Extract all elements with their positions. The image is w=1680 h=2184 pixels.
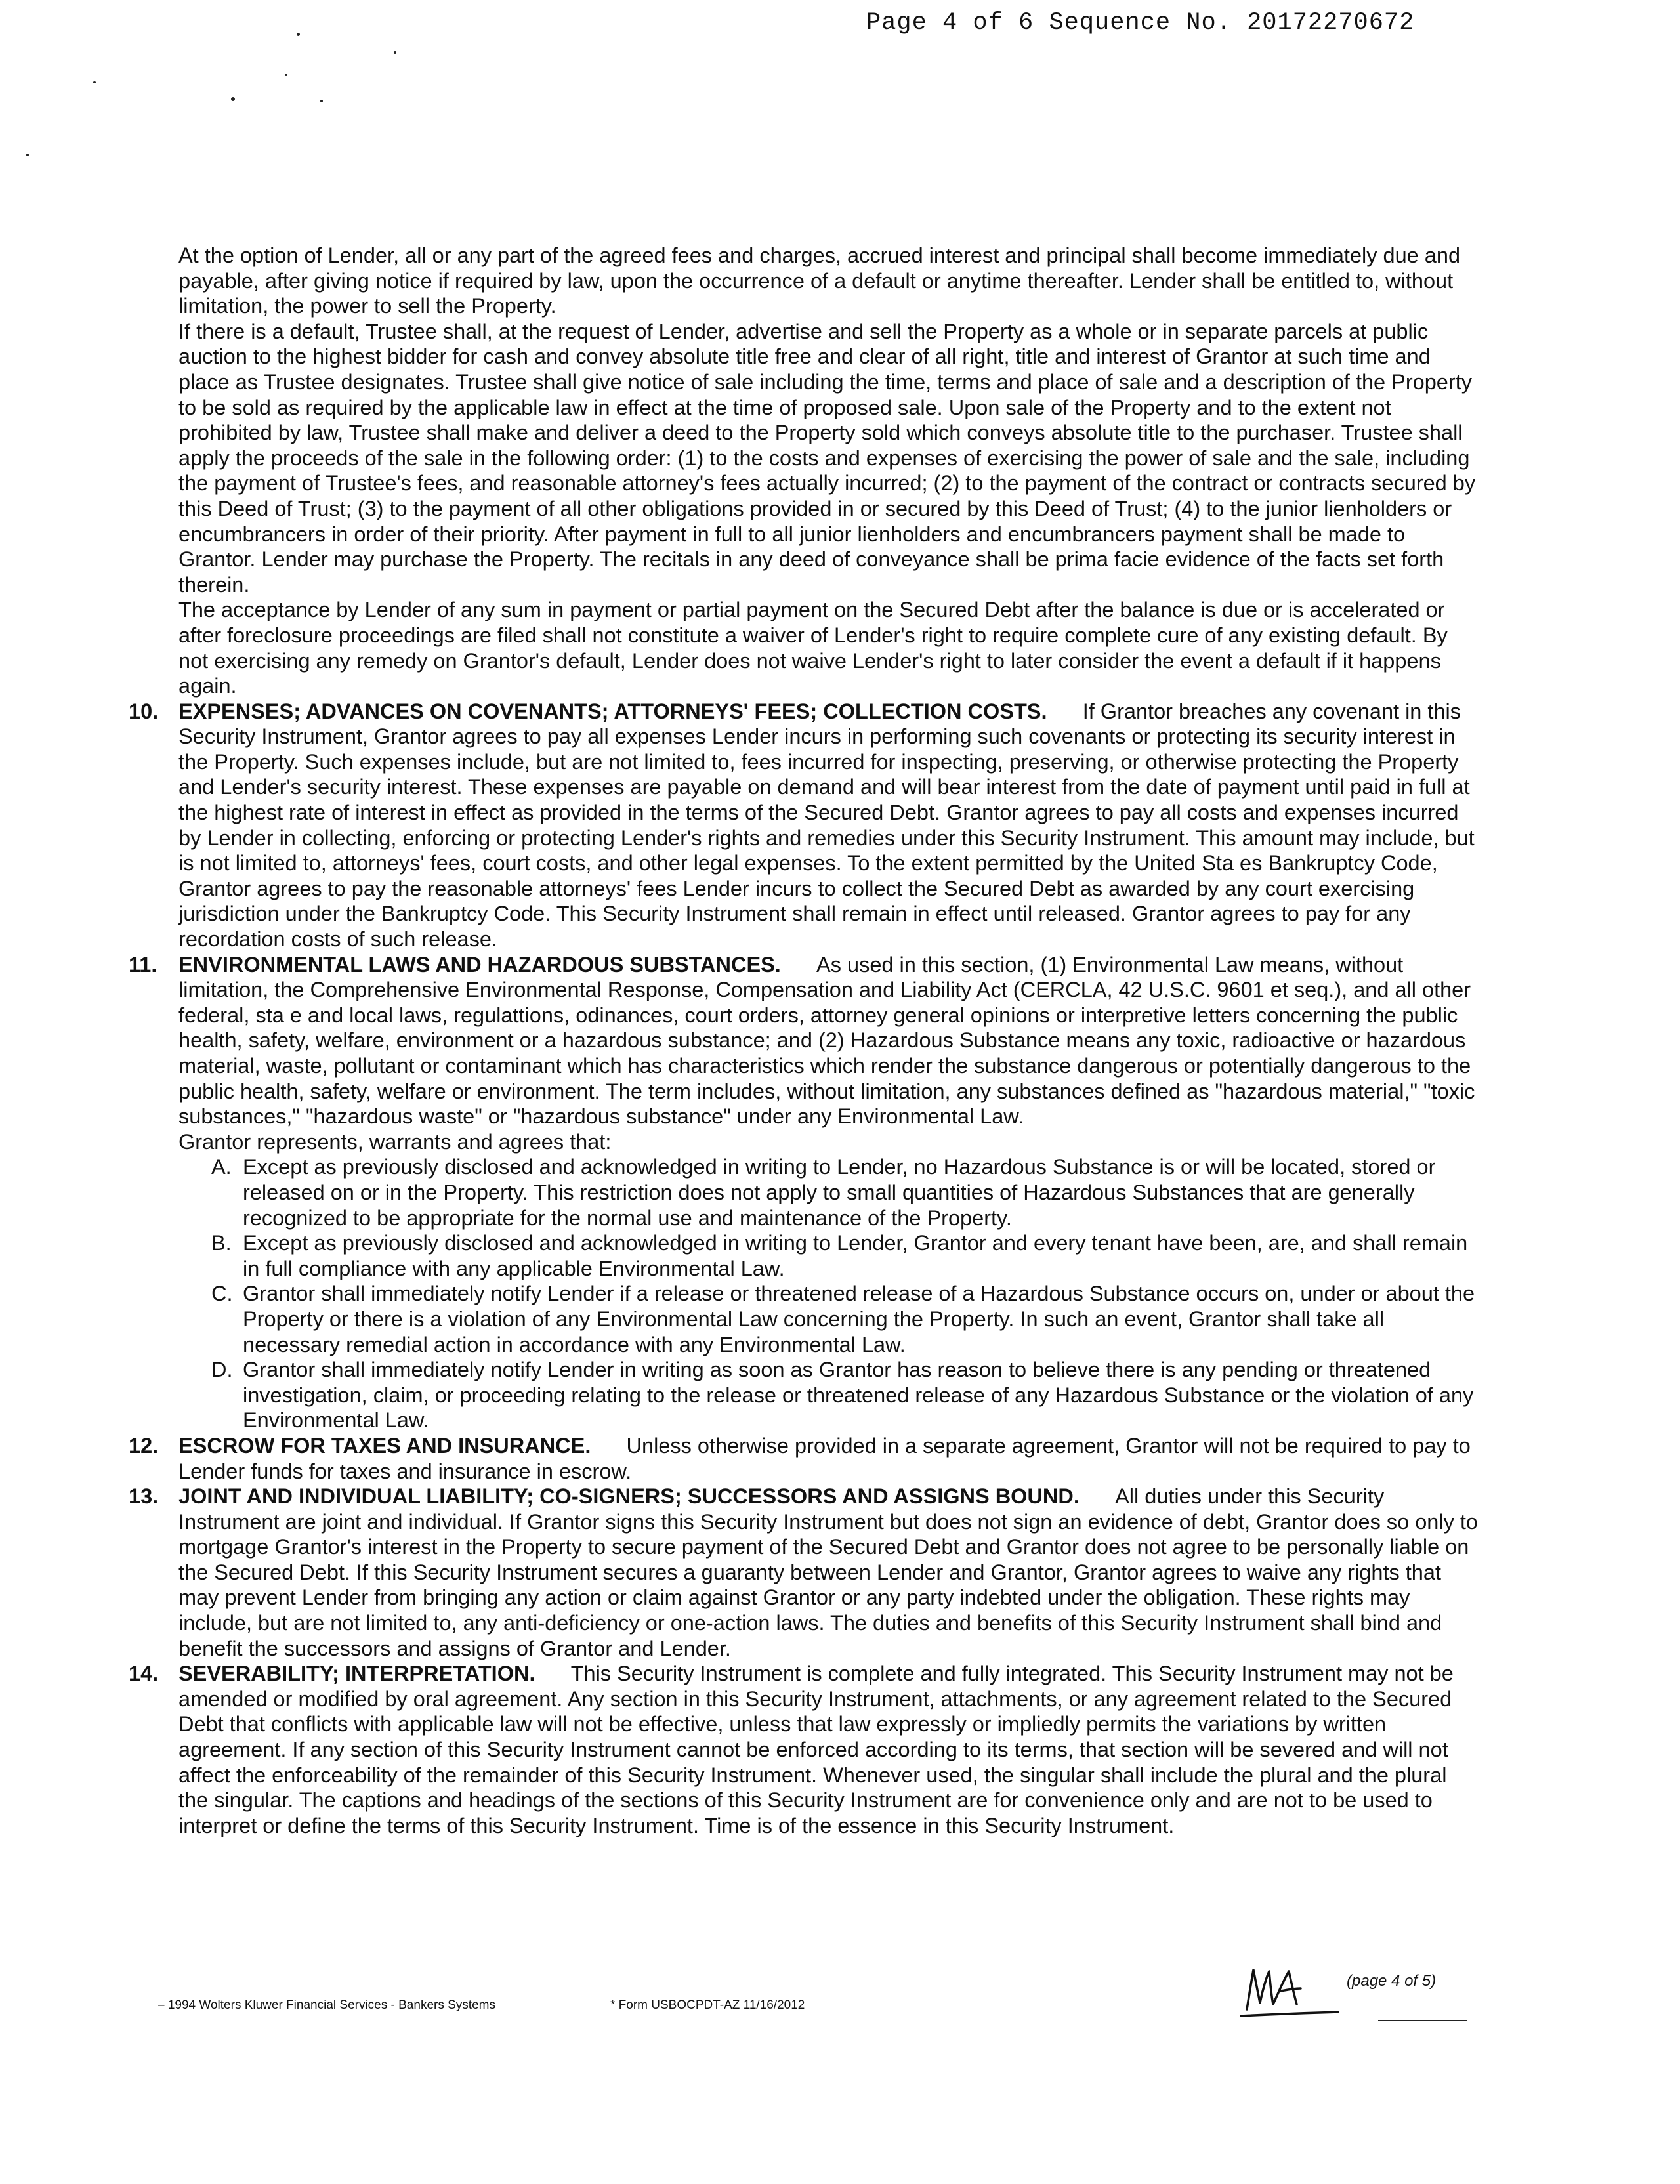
section-body (178, 1661, 1480, 1838)
section-heading: ESCROW FOR TAXES AND INSURANCE. (178, 1433, 591, 1458)
footer-page-number: (page 4 of 5) (1347, 1972, 1437, 1990)
section-body (178, 1433, 1480, 1484)
scan-speck (285, 74, 287, 76)
sub-item-list (211, 1154, 1480, 1433)
sub-item-text: Grantor shall immediately notify Lender in writing as soon as Grantor has reason to believe there is any pending or threatened investigation, claim, or proceeding relating to the release or threatened release of any Hazardous Substance or the violation of any Environmental Law. (243, 1358, 1474, 1433)
section-lead: Grantor represents, warrants and agrees that: (178, 1129, 612, 1154)
section-12 (129, 1433, 1480, 1484)
sub-item-text: Except as previously disclosed and acknowledged in writing to Lender, Grantor and every tenant have been, are, and shall remain in full compliance with any applicable Environmental Law. (243, 1231, 1468, 1280)
intro-paragraph: The acceptance by Lender of any sum in payment or partial payment on the Secured Debt after the balance is due or is accelerated or after foreclosure proceedings are filed shall not constitute a waiver of Lender's right to require complete cure of any existing default. By not exercising any remedy on Grantor's default, Lender does not waive Lender's right to later consider the event a default if it happens again. (178, 598, 1448, 698)
sub-item-text: Grantor shall immediately notify Lender if a release or threatened release of a Hazardous Substance occurs on, under or about the Property or there is a violation of any Environmental Law concerning the Property. In such an event, Grantor shall take all necessary remedial action in accordance with any Environmental Law. (243, 1282, 1475, 1356)
section-11 (129, 952, 1480, 1433)
sub-item-text: Except as previously disclosed and acknowledged in writing to Lender, no Hazardous Substance is or will be located, stored or released on or in the Property. This restriction does not apply to small quantities of Hazardous Substances that are generally recognized to be appropriate for the normal use and maintenance of the Property. (243, 1155, 1436, 1230)
section-heading: SEVERABILITY; INTERPRETATION. (178, 1662, 536, 1686)
section-body (178, 1484, 1480, 1661)
document-body (129, 243, 1480, 1838)
sub-item-letter: C. (211, 1282, 233, 1306)
intro-paragraph: If there is a default, Trustee shall, at the request of Lender, advertise and sell the Property as a whole or in separate parcels at public auction to the highest bidder for cash and convey absolute title free and clear of all right, title and interest of Grantor at such time and place as Trustee designates. Trustee shall give notice of sale including the time, terms and place of sale and a description of the Property to be sold as required by the applicable law in effect at the time of proposed sale. Upon sale of the Property and to the extent not prohibited by law, Trustee shall make and deliver a deed to the Property sold which conveys absolute title to the purchaser. Trustee shall apply the proceeds of the sale in the following order: (1) to the costs and expenses of exercising the power of sale and the sale, including the payment of Trustee's fees, and reasonable attorney's fees actually incurred; (2) to the payment of the contract or contracts secured by this Deed of Trust; (3) to the payment of all other obligations provided in or secured by this Deed of Trust; (4) to the junior lienholders or encumbrancers in order of their priority. After payment in full to all junior lienholders and encumbrancers payment shall be made to Grantor. Lender may purchase the Property. The recitals in any deed of conveyance shall be prima facie evidence of the facts set forth therein. (178, 319, 1476, 597)
initials-line (1378, 2020, 1467, 2021)
sub-item (211, 1357, 1480, 1433)
intro-paragraphs (129, 243, 1480, 699)
section-heading: EXPENSES; ADVANCES ON COVENANTS; ATTORNEYS' FEES; COLLECTION COSTS. (178, 699, 1047, 723)
section-number: 14. (129, 1662, 159, 1686)
section-body (178, 699, 1480, 952)
section-number: 10. (129, 699, 159, 723)
footer-copyright: – 1994 Wolters Kluwer Financial Services - Bankers Systems (158, 1998, 495, 2012)
scan-speck (320, 100, 323, 102)
section-text: As used in this section, (1) Environmental Law means, without limitation, the Comprehensive Environmental Response, Compensation and Liability Act (CERCLA, 42 U.S.C. 9601 et seq.), and all other federal, sta e and local laws, regulattions, odinances, court orders, attorney general opinions or interpretive letters concerning the public health, safety, welfare, environment or a hazardous substance; and (2) Hazardous Substance means any toxic, radioactive or hazardous material, waste, pollutant or contaminant which has characteristics which render the substance dangerous or potentially dangerous to the public health, safety, welfare or environment. The term includes, without limitation, any substances defined as "hazardous material," "toxic substances," "hazardous waste" or "hazardous substance" under any Environmental Law. (178, 952, 1475, 1129)
section-number: 12. (129, 1433, 159, 1458)
section-text: Unless otherwise provided in a separate agreement, Grantor will not be required to pay to Lender funds for taxes and insurance in escrow. (178, 1433, 1471, 1483)
section-number: 13. (129, 1484, 159, 1509)
scan-speck (93, 81, 96, 83)
section-number: 11. (129, 952, 158, 976)
footer-form-number: * Form USBOCPDT-AZ 11/16/2012 (610, 1998, 805, 2012)
page-sequence-header: Page 4 of 6 Sequence No. 20172270672 (866, 9, 1415, 37)
scan-speck (231, 97, 235, 101)
section-10 (129, 699, 1480, 952)
section-body (178, 952, 1480, 1129)
scan-speck (297, 33, 300, 36)
section-14 (129, 1661, 1480, 1838)
section-13 (129, 1484, 1480, 1661)
section-heading: JOINT AND INDIVIDUAL LIABILITY; CO-SIGNERS; SUCCESSORS AND ASSIGNS BOUND. (178, 1484, 1080, 1509)
sub-item (211, 1281, 1480, 1357)
sub-item (211, 1154, 1480, 1230)
intro-paragraph: At the option of Lender, all or any part of the agreed fees and charges, accrued interest and principal shall become immediately due and payable, after giving notice if required by law, upon the occurrence of a default or anytime thereafter. Lender shall be entitled to, without limitation, the power to sell the Property. (178, 243, 1461, 318)
sub-item (211, 1230, 1480, 1281)
sub-item-letter: D. (211, 1358, 233, 1382)
section-text: This Security Instrument is complete and fully integrated. This Security Instrument may not be amended or modified by oral agreement. Any section in this Security Instrument, attachments, or any agreement related to the Secured Debt that conflicts with applicable law will not be effective, unless that law expressly or impliedly permits the variations by written agreement. If any section of this Security Instrument cannot be enforced according to its terms, that section will be severed and will not affect the enforceability of the remainder of this Security Instrument. Whenever used, the singular shall include the plural and the plural the singular. The captions and headings of the sections of this Security Instrument are for convenience only and are not to be used to interpret or define the terms of this Security Instrument. Time is of the essence in this Security Instrument. (178, 1662, 1454, 1838)
scan-speck (394, 51, 396, 54)
section-heading: ENVIRONMENTAL LAWS AND HAZARDOUS SUBSTANCES. (178, 952, 781, 976)
sub-item-letter: B. (211, 1231, 232, 1255)
scan-speck (26, 154, 29, 156)
sections-list (129, 699, 1480, 1839)
sub-item-letter: A. (211, 1155, 232, 1179)
section-text: All duties under this Security Instrument are joint and individual. If Grantor signs this Security Instrument but does not sign an evidence of debt, Grantor does so only to mortgage Grantor's interest in the Property to secure payment of the Secured Debt and Grantor does not agree to be personally liable on the Secured Debt. If this Security Instrument secures a guaranty between Lender and Grantor, Grantor agrees to waive any rights that may prevent Lender from bringing any action or claim against Grantor or any party indebted under the obligation. These rights may include, but are not limited to, any anti-deficiency or one-action laws. The duties and benefits of this Security Instrument shall bind and benefit the successors and assigns of Grantor and Lender. (178, 1484, 1478, 1660)
initials-signature (1240, 1957, 1339, 2023)
section-text: If Grantor breaches any covenant in this Security Instrument, Grantor agrees to pay all expenses Lender incurs in performing such covenants or protecting its security interest in the Property. Such expenses include, but are not limited to, fees incurred for inspecting, preserving, or otherwise protecting the Property and Lender's security interest. These expenses are payable on demand and will bear interest from the date of payment until paid in full at the highest rate of interest in effect as provided in the terms of the Secured Debt. Grantor agrees to pay all costs and expenses incurred by Lender in collecting, enforcing or protecting Lender's rights and remedies under this Security Instrument. This amount may include, but is not limited to, attorneys' fees, court costs, and other legal expenses. To the extent permitted by the United Sta es Bankruptcy Code, Grantor agrees to pay the reasonable attorneys' fees Lender incurs to collect the Secured Debt as awarded by any court exercising jurisdiction under the Bankruptcy Code. This Security Instrument shall remain in effect until released. Grantor agrees to pay for any recordation costs of such release. (178, 699, 1475, 952)
